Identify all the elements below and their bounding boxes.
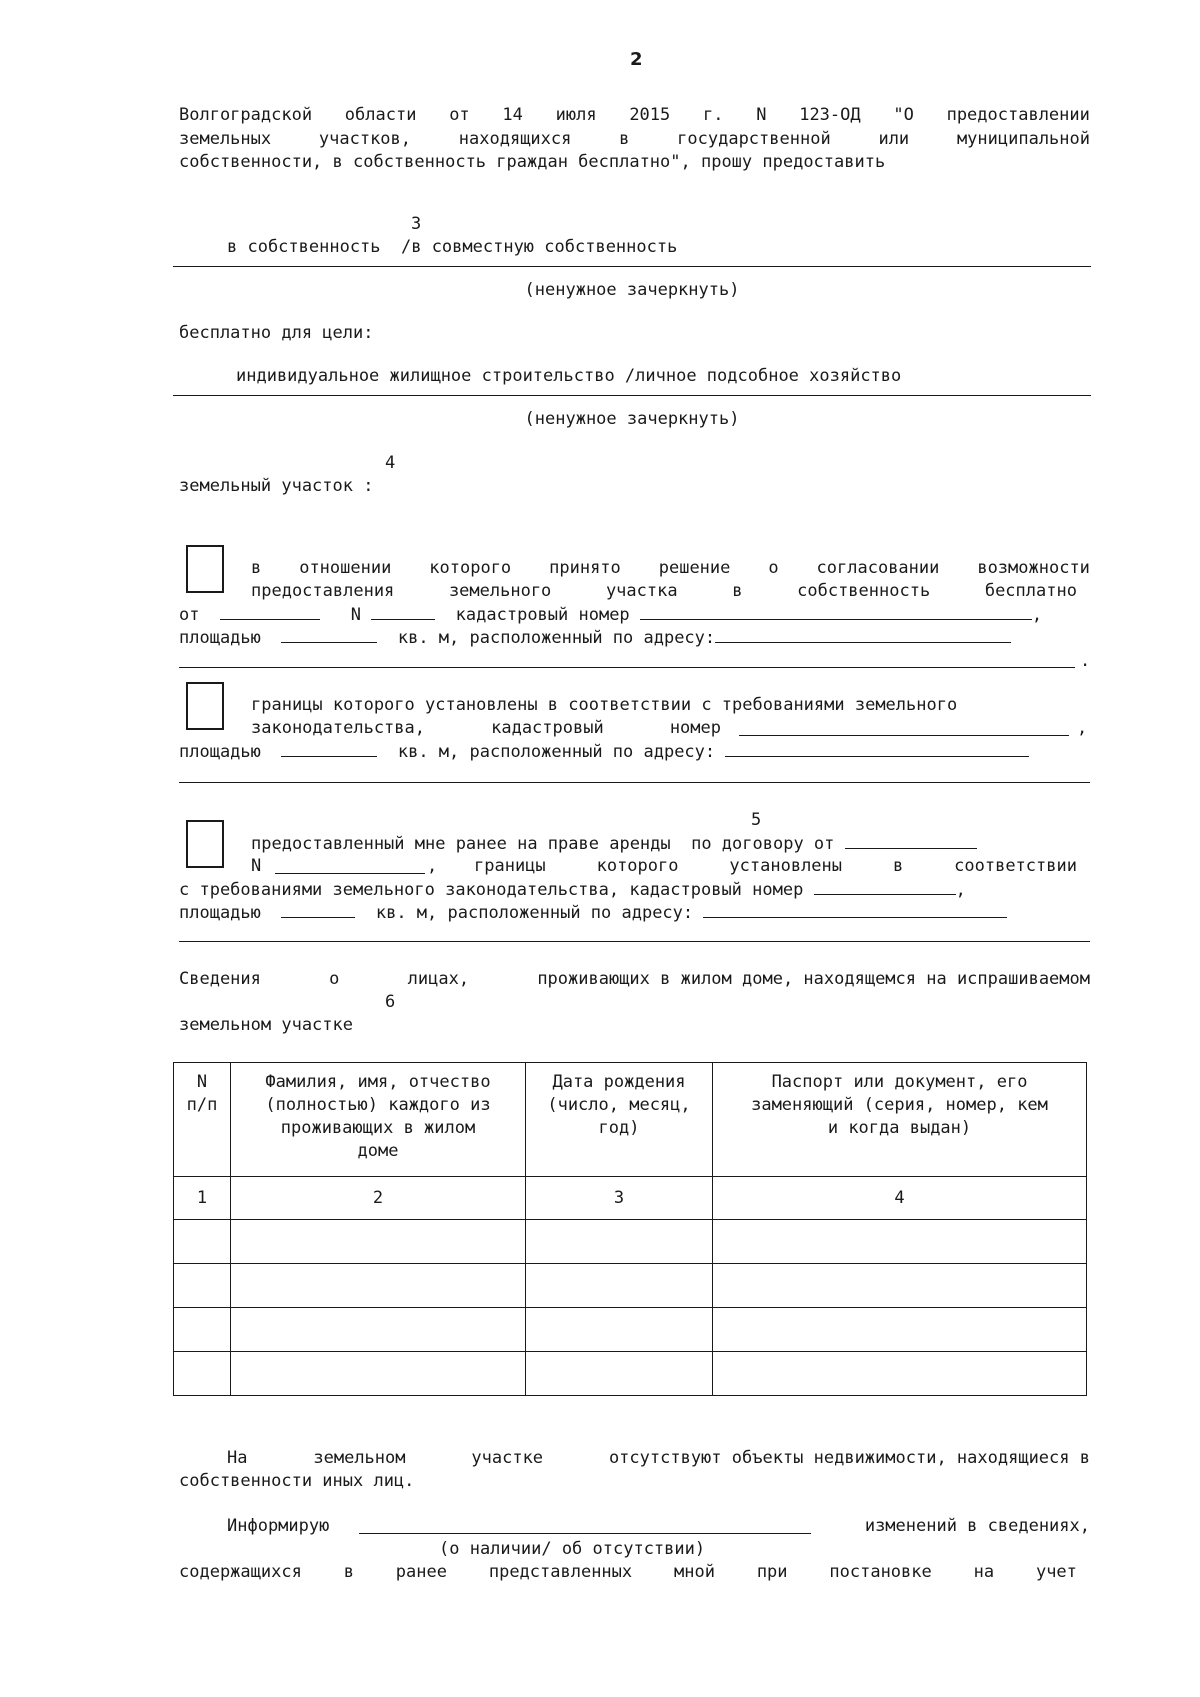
option1-from-label: от [179, 605, 200, 625]
option3-contract-date-field[interactable] [845, 833, 977, 849]
table-cell[interactable] [526, 1220, 713, 1264]
table-row [174, 1264, 1087, 1308]
header-number: N п/п [174, 1063, 231, 1177]
option2-address-line-2[interactable] [179, 782, 1090, 783]
option1-line-4 [179, 627, 1011, 648]
table-row [174, 1308, 1087, 1352]
word: отсутствуют объекты недвижимости, находящиеся в [608, 1448, 1090, 1468]
option3-line-3: с требованиями земельного законодательства, кадастровый номер , [179, 880, 966, 900]
document-page: 2 Волгоградской области от 14 июля 2015 г. N 123-ОД "О предоставлении земельных участков, находящихся в государственной или муниципальной собственности, в собственность граждан бесплатно", прошу предоставить 3 в собственность /в совместную собственность (ненужное зачеркнуть) бесплатно для цели: индивидуальное жилищное строительство /личное подсобное хозяйство (ненужное зачеркнуть) 4 земельный участок : в отношении которого принято решение о согласовании возможности предоставления земельного участка в собственность бесплатно от N кадастровый номер , площадью кв. м, расположенный по адресу: . границы которого установлены в соответствии с требованиями земельного законодательства, кадастровый номер , площадью кв. м, расположенный по адресу: 5 предоставленный мне ранее на праве аренды по договору от N , границы которого установлены в соответствии с требованиями земельного законодательства, кадастровый номер , площадью кв. м, расположенный по адресу: Сведения о лицах, проживающих в жилом доме, находящемся на испрашиваемом 6 земельном участке N п/п Фамилия, имя, отчество (полностью) каждого из проживающих в жилом доме Дата рождения (число, месяц, год) Паспорт или документ, его заменяющий (серия, номер, кем и когда выдан) 1 2 3 4 На земельном участке отсутствуют объекты недвижимости, находящиеся в собственности иных лиц. Информирую изменений в сведениях, (о наличии/ об отсутствии) содержащихся в ранее представленных мной при постановке на учет [0, 0, 1200, 1697]
option1-checkbox[interactable] [186, 545, 224, 593]
option3-lease-text: предоставленный мне ранее на праве аренды по договору от [251, 834, 835, 854]
word: участке [471, 1448, 544, 1468]
table-cell[interactable] [231, 1308, 526, 1352]
inform-label: Информирую [227, 1516, 330, 1536]
word: N [756, 105, 767, 125]
inform-hint: (о наличии/ об отсутствии) [439, 1539, 706, 1559]
option3-area-field[interactable] [281, 902, 355, 918]
ownership-text: в собственность /в совместную собственность [227, 237, 678, 257]
word: номер [669, 718, 721, 738]
option2-checkbox[interactable] [186, 682, 224, 730]
word: в [619, 129, 630, 149]
table-cell[interactable] [526, 1264, 713, 1308]
word: земельного [448, 581, 552, 601]
word: "О [893, 105, 914, 125]
table-cell[interactable] [526, 1352, 713, 1396]
word: о [768, 558, 779, 578]
word: учет [1035, 1562, 1077, 1582]
residents-table [173, 1062, 1087, 1396]
option3-cadastral-field[interactable] [814, 879, 956, 895]
option3-contract-number-field[interactable] [275, 858, 425, 874]
column-number-4: 4 [713, 1177, 1087, 1220]
word: мной [674, 1562, 715, 1582]
table-row [174, 1220, 1087, 1264]
word: которого [429, 558, 512, 578]
table-cell[interactable] [231, 1220, 526, 1264]
word: в [343, 1562, 354, 1582]
word: области [344, 105, 417, 125]
word: лицах, [407, 969, 470, 989]
option1-address-label: кв. м, расположенный по адресу: [397, 628, 716, 648]
option3-address-line-2[interactable] [179, 941, 1090, 942]
table-cell[interactable] [713, 1352, 1087, 1396]
word: в [251, 558, 262, 578]
word: Волгоградской [179, 105, 313, 125]
table-cell[interactable] [231, 1352, 526, 1396]
word: законодательства, [251, 718, 425, 738]
word: земельных [179, 129, 272, 149]
word: ранее [395, 1562, 447, 1582]
purpose-underline [173, 395, 1091, 396]
word: согласовании [816, 558, 940, 578]
option3-checkbox[interactable] [186, 820, 224, 868]
option3-cadastral-text: с требованиями земельного законодательства, кадастровый номер [179, 880, 804, 900]
intro-line-2 [179, 129, 1090, 149]
word: собственность [797, 581, 931, 601]
word: решение [658, 558, 731, 578]
inform-rest: изменений в сведениях, [864, 1516, 1090, 1536]
option2-area-label: площадью [179, 742, 261, 762]
plot-label: земельный участок : [179, 476, 374, 496]
option2-line-3 [179, 741, 1029, 762]
residents-footnote: 6 [385, 992, 396, 1012]
ownership-hint: (ненужное зачеркнуть) [524, 280, 740, 300]
table-cell[interactable] [231, 1264, 526, 1308]
table-cell[interactable] [713, 1220, 1087, 1264]
ownership-footnote: 3 [411, 214, 422, 234]
table-cell[interactable] [174, 1264, 231, 1308]
word: муниципальной [956, 129, 1090, 149]
word: участка [605, 581, 678, 601]
table-cell[interactable] [713, 1308, 1087, 1352]
word: в [892, 856, 904, 876]
option1-line-1 [251, 558, 1090, 578]
table-cell[interactable] [174, 1220, 231, 1264]
header-birth-date: Дата рождения (число, месяц, год) [526, 1063, 713, 1177]
word: от [449, 105, 470, 125]
word: границы [474, 856, 546, 876]
word: о [329, 969, 340, 989]
word: находящихся [458, 129, 572, 149]
word: отношении [299, 558, 392, 578]
word: постановке [829, 1562, 932, 1582]
option3-address-field[interactable] [703, 902, 1007, 918]
word: 2015 [629, 105, 671, 125]
table-cell[interactable] [713, 1264, 1087, 1308]
table-cell[interactable] [526, 1308, 713, 1352]
word: возможности [977, 558, 1090, 578]
word: 123-ОД [799, 105, 861, 125]
word: предоставлении [946, 105, 1090, 125]
word: соответствии [954, 856, 1077, 876]
word: на [973, 1562, 995, 1582]
word: которого [596, 856, 679, 876]
word: г. [703, 105, 724, 125]
ownership-underline [173, 266, 1091, 267]
plot-footnote: 4 [385, 453, 396, 473]
option1-number-field[interactable] [371, 604, 435, 620]
word: предоставления [251, 581, 395, 601]
option2-area-field[interactable] [281, 741, 377, 757]
option2-cadastral-field[interactable] [739, 720, 1069, 736]
word: участков, [318, 129, 412, 149]
option2-address-field[interactable] [725, 741, 1029, 757]
option3-line-4 [179, 902, 1007, 923]
option2-address-label: кв. м, расположенный по адресу: [397, 742, 716, 762]
intro-line-3: собственности, в собственность граждан бесплатно", прошу предоставить [179, 152, 886, 172]
column-number-1: 1 [174, 1177, 231, 1220]
option1-end-period: . [1080, 651, 1091, 671]
option1-cadastral-field[interactable] [640, 604, 1032, 620]
word: 14 [502, 105, 523, 125]
residents-line-2: земельном участке [179, 1015, 353, 1035]
option1-line-2 [251, 581, 1077, 601]
word: при [756, 1562, 788, 1582]
word: кадастровый [491, 718, 604, 738]
option3-line-1 [251, 833, 977, 854]
header-passport: Паспорт или документ, его заменяющий (серия, номер, кем и когда выдан) [713, 1063, 1087, 1177]
option1-line-3: от N кадастровый номер , [179, 605, 1043, 625]
word: На [227, 1448, 248, 1468]
word: государственной [677, 129, 831, 149]
word: бесплатно [984, 581, 1077, 601]
inform-presence-field[interactable] [359, 1518, 811, 1534]
word: принято [549, 558, 621, 578]
option1-area-label: площадью [179, 628, 261, 648]
word: в [732, 581, 743, 601]
no-objects-line-2: собственности иных лиц. [179, 1471, 415, 1491]
table-cell[interactable] [174, 1352, 231, 1396]
table-row [174, 1352, 1087, 1396]
option1-cadastral-label: кадастровый номер [455, 605, 630, 625]
page-number: 2 [630, 49, 643, 70]
table-cell[interactable] [174, 1308, 231, 1352]
header-full-name: Фамилия, имя, отчество (полностью) каждого из проживающих в жилом доме [231, 1063, 526, 1177]
option2-line-1: границы которого установлены в соответствии с требованиями земельного [251, 695, 958, 715]
purpose-label: бесплатно для цели: [179, 323, 374, 343]
intro-line-1 [179, 105, 1090, 125]
option1-date-field[interactable] [220, 604, 320, 620]
purpose-text: индивидуальное жилищное строительство /личное подсобное хозяйство [236, 366, 902, 386]
option3-address-label: кв. м, расположенный по адресу: [375, 903, 694, 923]
option3-n-label: N [251, 856, 262, 876]
option1-n-label: N [350, 605, 361, 625]
word: Сведения [179, 969, 261, 989]
option1-area-field[interactable] [281, 627, 377, 643]
word: июля [555, 105, 597, 125]
column-number-3: 3 [526, 1177, 713, 1220]
column-number-2: 2 [231, 1177, 526, 1220]
inform-line-2 [179, 1562, 1077, 1582]
word: представленных [488, 1562, 633, 1582]
word: или [878, 129, 910, 149]
purpose-hint: (ненужное зачеркнуть) [524, 409, 740, 429]
word: установлены [729, 856, 843, 876]
word: проживающих в жилом доме, находящемся на испрашиваемом [537, 969, 1090, 989]
option1-address-line-2[interactable] [179, 667, 1075, 668]
word: содержащихся [179, 1562, 302, 1582]
option3-area-label: площадью [179, 903, 261, 923]
option3-footnote: 5 [751, 810, 762, 830]
word: земельном [313, 1448, 406, 1468]
option1-address-field[interactable] [715, 627, 1011, 643]
